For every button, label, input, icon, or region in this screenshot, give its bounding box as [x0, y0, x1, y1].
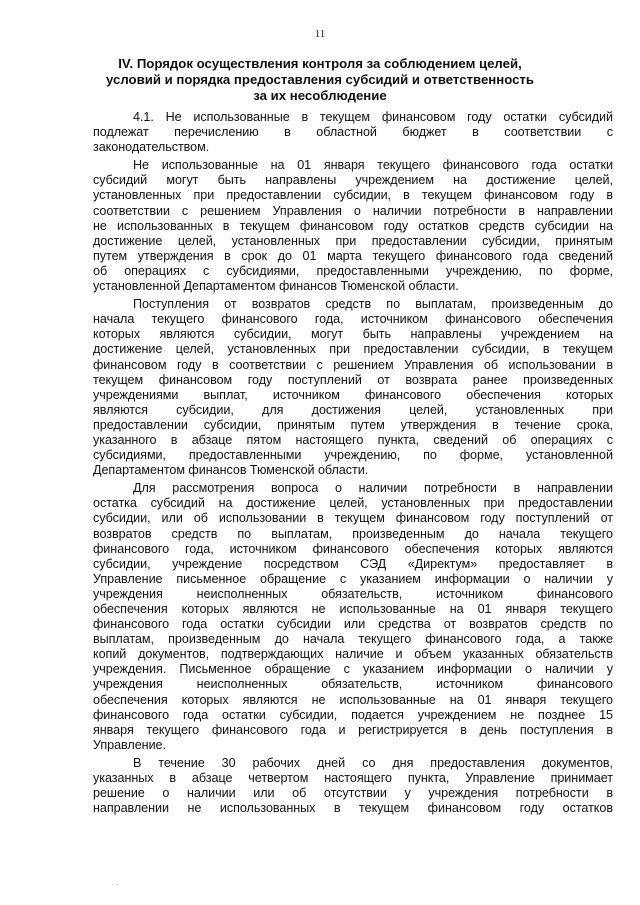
text-line: направлении не использованных в текущем финансовом году остатков: [93, 801, 613, 816]
text-line: учреждения неисполненных обязательств, источником финансового: [93, 586, 613, 601]
text-line: субсидии, учреждение посредством СЭД «Директум» предоставляет в: [93, 556, 613, 571]
text-line: об операциях с субсидиями, предоставленными учреждению, по форме,: [93, 263, 613, 278]
text-line: копий документов, подтверждающих наличие и объем указанных обязательств: [93, 647, 613, 662]
text-line: Для рассмотрения вопроса о наличии потребности в направлении: [133, 481, 613, 496]
text-line: законодательством.: [93, 140, 210, 155]
text-line: обеспечения которых являются не использованные на 01 января текущего: [93, 692, 613, 707]
paragraph: [93, 110, 613, 155]
text-line: указанных в абзаце четвертом настоящего пункта, Управление принимает: [93, 771, 613, 786]
text-line: учреждения. Письменное обращение с указанием информации о наличии у: [93, 662, 613, 677]
text-line: января текущего финансового года и регистрируется в день поступления в: [93, 722, 613, 737]
paragraph: [93, 158, 613, 294]
paragraph: [93, 297, 613, 478]
text-line: установленных при предоставлении субсидии, в текущем финансовом году в: [93, 188, 613, 203]
text-line: Управление письменное обращение с указанием информации о наличии у: [93, 571, 613, 586]
text-line: путем утверждения в срок до 01 марта текущего финансового года сведений: [93, 248, 613, 263]
text-line: финансового года остатки субсидии или средства от возвратов средств по: [93, 617, 613, 632]
text-line: финансового года, источником финансового обеспечения которых являются: [93, 541, 613, 556]
text-line: субсидий могут быть направлены учреждением на достижение целей,: [93, 173, 613, 188]
heading-line: за их несоблюдение: [253, 88, 387, 103]
text-line: остатка субсидий на достижение целей, установленных при предоставлении: [93, 496, 613, 511]
text-line: Департаментом финансов Тюменской области.: [93, 463, 369, 478]
scan-speck: ·: [116, 880, 119, 889]
paragraph: [93, 481, 613, 753]
text-line: 4.1. Не использованные в текущем финансовом году остатки субсидий: [133, 110, 613, 124]
text-line: учреждения неисполненных обязательств, источником финансового: [93, 677, 613, 692]
text-line: которых являются субсидии, могут быть направлены учреждением на: [93, 327, 613, 342]
text-line: соответствии с решением Управления о наличии потребности в направлении: [93, 203, 613, 218]
text-line: субсидиями, предоставленными учреждению, по форме, установленной: [93, 448, 613, 463]
text-line: финансовом году в соответствии с решением Управления об использовании в: [93, 357, 613, 372]
text-line: установленной Департаментом финансов Тюменской области.: [93, 279, 459, 294]
text-line: Не использованные на 01 января текущего финансового года остатки: [133, 158, 613, 173]
text-line: решение о наличии или об отсутствии у учреждения потребности в: [93, 786, 613, 801]
text-line: являются субсидии, для достижения целей, установленных при: [93, 402, 613, 417]
document-body: [93, 110, 613, 819]
heading-line: условий и порядка предоставления субсидий и ответственность: [106, 72, 534, 87]
text-line: учреждениями выплат, источником финансового обеспечения которых: [93, 387, 613, 402]
text-line: Управление.: [93, 737, 166, 752]
page-number: 11: [314, 28, 326, 40]
text-line: начала текущего финансового года, источником финансового обеспечения: [93, 312, 613, 327]
heading-line: IV. Порядок осуществления контроля за соблюдением целей,: [118, 56, 522, 71]
text-line: не использованных в текущем финансовом году остатков средств субсидии на: [93, 218, 613, 233]
text-line: В течение 30 рабочих дней со дня предоставления документов,: [133, 755, 613, 770]
text-line: финансового года остатки субсидии, подается учреждением не позднее 15: [93, 707, 613, 722]
section-heading: [100, 56, 540, 104]
text-line: достижение целей, установленных при предоставлении субсидии, принятым: [93, 233, 613, 248]
text-line: достижение целей, установленных при предоставлении субсидии, в текущем: [93, 342, 613, 357]
text-line: предоставлении субсидии, принятым путем утверждения в течение срока,: [93, 417, 613, 432]
paragraph: [93, 756, 613, 816]
text-line: Поступления от возвратов средств по выплатам, произведенным до: [133, 297, 613, 312]
text-line: выплатам, произведенным до начала текущего финансового года, а также: [93, 632, 613, 647]
text-line: подлежат перечислению в областной бюджет в соответствии с: [93, 125, 613, 140]
text-line: указанного в абзаце пятом настоящего пункта, сведений об операциях с: [93, 432, 613, 447]
text-line: обеспечения которых являются не использованные на 01 января текущего: [93, 602, 613, 616]
text-line: субсидии, или об использовании в текущем финансовом году поступлений от: [93, 511, 613, 526]
text-line: возвратов средств по выплатам, произведенным до начала текущего: [93, 526, 613, 541]
text-line: текущем финансовом году поступлений от возврата ранее произведенных: [93, 372, 613, 387]
